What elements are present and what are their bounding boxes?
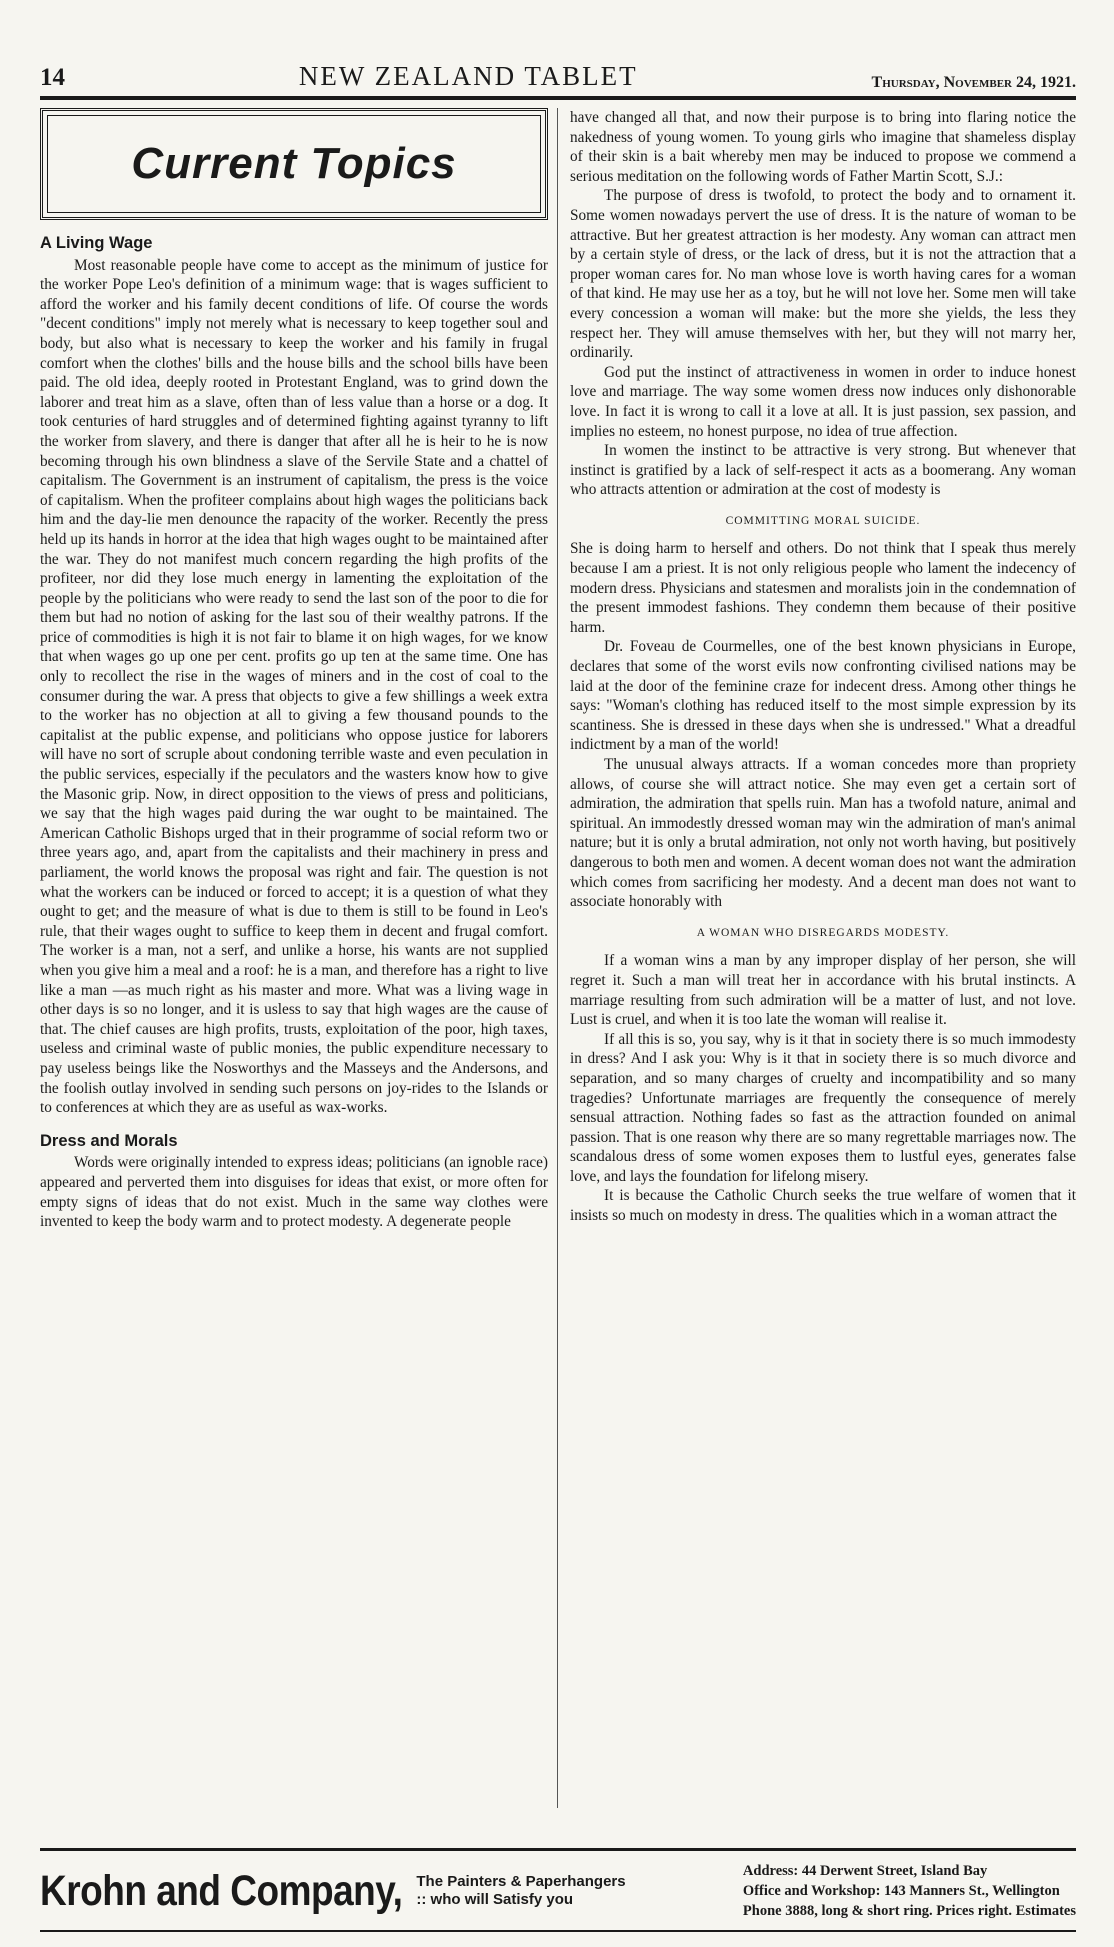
article-paragraph: Dr. Foveau de Courmelles, one of the best known physicians in Europe, declares that some of the worst evils now confronting civilised nations may be laid at the door of the feminine craze for indecent dress. Among other things he says: "Woman's clothing has reduced itself to the most simple expression by its scantiness. She is dressed in these days when she is undressed." What a dreadful indictment by a man of the world!	[570, 638, 1076, 754]
ad-company-name: Krohn and Company,	[40, 1866, 403, 1914]
subheading-committing-moral-suicide: COMMITTING MORAL SUICIDE.	[725, 514, 921, 527]
article-paragraph: God put the instinct of attractiveness in women in order to induce honest love and marriage. The way some women dress now induces only dishonorable love. In fact it is wrong to call it a love at all. It is just passion, sex passion, and implies no esteem, no honest purpose, no idea of true affection.	[570, 363, 1076, 440]
page-header	[40, 52, 1076, 100]
footer-advertisement	[40, 1856, 1076, 1926]
banner-title: Current Topics	[131, 139, 457, 189]
page-number: 14	[40, 64, 65, 91]
paper-title: NEW ZEALAND TABLET	[298, 61, 638, 91]
ad-tagline-line: The Painters & Paperhangers	[416, 1873, 626, 1890]
left-column	[40, 108, 548, 1808]
article-paragraph: It is because the Catholic Church seeks the true welfare of women that it insists so much on modesty in dress. The qualities which in a woman attract the	[570, 1187, 1076, 1225]
ad-address-line: Office and Workshop: 143 Manners St., Wellington	[742, 1883, 1060, 1899]
article-paragraph: Most reasonable people have come to accept as the minimum of justice for the worker Pope Leo's definition of a minimum wage: that is wages sufficient to afford the worker and his family decent conditions of life. Of course the words "decent conditions" imply not merely what is necessary to keep together soul and body, but also what is necessary to keep the worker and his family in frugal comfort when the clothes' bills and the house bills and the school bills have been paid. The old idea, deeply rooted in Protestant England, was to grind down the laborer and treat him as a slave, often than of less value than a horse or a dog. It took centuries of hard struggles and of determined fighting against tyranny to lift the worker from slavery, and there is danger that after all he is heir to he is now becoming through his own blindness a slave of the Servile State and a chattel of capitalism. The Government is an instrument of capitalism, the press is the voice of capitalism. When the profiteer complains about high wages the politicians back him and the day-lie men denounce the rapacity of the worker. Recently the press held up its hands in horror at the idea that high wages ought to be maintained after the war. They do not manifest much concern regarding the high profits of the profiteer, nor did they lose much energy in lamenting the exploitation of the people by the politicians who were ready to send the last son of the poor to die for them but had no notion of asking for the last sou of their wealthy patrons. If the price of commodities is high it is not fair to blame it on high wages, for we know that when wages go up one per cent. profits go up ten at the same time. One has only to recollect the rise in the wages of miners and in the cost of coal to the consumer during the war. A press that objects to give a few shillings a week extra to the worker has no objection at all to giving a few thousand pounds to the capitalist at the public expense, and politicians who oppose justice for laborers will have no sort of scruple about condoning terrible waste and even peculation in the public services, especially if the peculators and the wasters know how to give the Masonic grip. Now, in direct opposition to the views of press and politicians, we say that the high wages paid during the war ought to be maintained. The American Catholic Bishops urged that in their programme of social reform two or three years ago, and, apart from the capitalists and their machinery in press and parliament, the world knows the proposal was right and fair. The question is not what the workers can be induced or forced to accept; it is a question of what they ought to get; and the measure of what is due to them is still to be found in Leo's rule, that their wages ought to suffice to keep them in decent and frugal comfort. The worker is a man, not a serf, and unlike a horse, his wants are not supplied when you give him a meal and a roof: he is a man, and therefore has a right to live like a man —as much right as his master and more. What was a living wage in other days is so no longer, and it is usless to say that high wages are the cause of that. The chief causes are high profits, trusts, exploitation of the poor, high taxes, useless and criminal waste of public monies, the public expenditure necessary to pay useless beings like the Nosworthys and the Masseys and the Andersons, and the foolish outlay involved in sending such persons on joy-rides to the Islands or to conferences at which they are as useful as wax-works.	[40, 256, 548, 1117]
section-banner	[40, 108, 548, 220]
article-paragraph: If a woman wins a man by any improper display of her person, she will regret it. Such a man will treat her in accordance with his brutal instincts. A marriage resulting from such admiration will be a matter of lust, and not love. Lust is cruel, and when it is too late the woman will realise it.	[570, 952, 1076, 1029]
ad-tagline	[416, 1873, 625, 1909]
article-paragraph: If all this is so, you say, why is it that in society there is so much immodesty in dress? And I ask you: Why is it that in society there is so much divorce and separation, and so many charges of cruelty and incompatibility and so many tragedies? Unfortunate marriages are frequently the consequence of merely sensual attraction. Nothing fades so fast as the attraction founded on animal passion. That is one reason why there are so many regrettable marriages now. The scandalous dress of some women exposes them to lustful eyes, generates false love, and lays the foundation for lifelong misery.	[570, 1030, 1076, 1185]
ad-address-line: Address: 44 Derwent Street, Island Bay	[742, 1863, 988, 1879]
column-divider	[557, 108, 558, 1808]
heading-dress-and-morals: Dress and Morals	[40, 1131, 178, 1150]
article-paragraph: The unusual always attracts. If a woman concedes more than propriety allows, of course she will attract notice. She may even get a certain sort of admiration, the admiration that spells ruin. Man has a twofold nature, animal and spiritual. An immodestly dressed woman may win the admiration of man's animal nature; but it is only a brutal admiration, not only not worth having, but positively dangerous to both men and women. A decent woman does not want the admiration which comes from sacrificing her modesty. And a decent man does not want to associate honorably with	[570, 756, 1076, 911]
footer-rule	[40, 1930, 1076, 1932]
ad-address-line: Phone 3888, long & short ring. Prices right. Estimates	[742, 1903, 1076, 1919]
article-paragraph: The purpose of dress is twofold, to protect the body and to ornament it. Some women nowadays pervert the use of dress. It is the nature of woman to be attractive. But her greatest attraction is her modesty. Any woman can attract men by a certain style of dress, or the lack of dress, but it is not the attraction that a proper woman cares for. No man whose love is worth having cares for a woman of that kind. He may use her as a toy, but he will not love her. Some men will take every concession a woman will make: but the more she yields, the less they respect her. They will amuse themselves with her, but they will not marry her, ordinarily.	[570, 187, 1076, 362]
right-column	[570, 108, 1076, 1808]
article-paragraph: Words were originally intended to express ideas; politicians (an ignoble race) appeared and perverted them into disguises for ideas that exist, or more often for empty signs of ideas that do not exist. Much in the same way clothes were invented to keep the body warm and to protect modesty. A degenerate people	[40, 1154, 548, 1231]
heading-living-wage: A Living Wage	[40, 234, 153, 252]
article-paragraph: In women the instinct to be attractive is very strong. But whenever that instinct is gratified by a lack of self-respect it acts as a boomerang. Any woman who attracts attention or admiration at the cost of modesty is	[570, 442, 1076, 499]
ad-tagline-line: :: who will Satisfy you	[416, 1891, 574, 1908]
footer-rule	[40, 1848, 1076, 1851]
ad-address	[743, 1861, 1076, 1921]
issue-date: Thursday, November 24, 1921.	[871, 74, 1076, 91]
article-paragraph: She is doing harm to herself and others. Do not think that I speak thus merely because I am a priest. It is not only religious people who lament the indecency of modern dress. Physicians and statesmen and moralists join in the condemnation of the present immodest fashions. They condemn them because of their positive harm.	[570, 540, 1076, 636]
subheading-woman-disregards-modesty: A WOMAN WHO DISREGARDS MODESTY.	[696, 926, 950, 939]
article-paragraph: have changed all that, and now their purpose is to bring into flaring notice the nakedness of young women. To young girls who imagine that shameless display of their skin is a bait whereby men may be induced to propose we commend a serious meditation on the following words of Father Martin Scott, S.J.:	[570, 109, 1076, 185]
